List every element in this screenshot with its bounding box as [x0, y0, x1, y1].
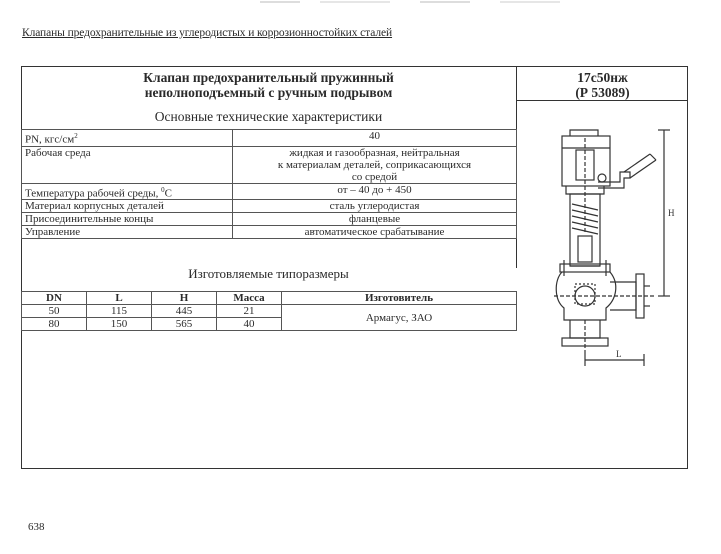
table-row	[22, 213, 517, 226]
sizes-table	[21, 291, 517, 331]
column-header: DN	[22, 292, 87, 305]
table-header-row	[22, 292, 517, 305]
spec-label: Управление	[22, 226, 233, 239]
table-row	[22, 146, 517, 183]
product-title	[21, 70, 516, 100]
valve-drawing	[540, 124, 690, 369]
page-number: 638	[28, 521, 45, 533]
cell-l: 150	[87, 318, 152, 331]
spec-label: Присоединительные концы	[22, 213, 233, 226]
column-header: Изготовитель	[282, 292, 517, 305]
cell-l: 115	[87, 305, 152, 318]
column-header: L	[87, 292, 152, 305]
cell-mass: 21	[217, 305, 282, 318]
spec-value: автоматическое срабатывание	[233, 226, 517, 239]
spec-value: 40	[233, 130, 517, 147]
spec-label: Рабочая среда	[22, 146, 233, 183]
spec-value: сталь углеродистая	[233, 200, 517, 213]
cell-mass: 40	[217, 318, 282, 331]
table-row	[22, 183, 517, 200]
table-row	[22, 305, 517, 318]
spec-value: жидкая и газообразная, нейтральная к материалам деталей, соприкасающихся со средой	[233, 146, 517, 183]
dimension-h-label: H	[668, 208, 675, 218]
cell-h: 445	[152, 305, 217, 318]
product-title-line2: неполноподъемный с ручным подрывом	[144, 85, 393, 100]
spec-value: от – 40 до + 450	[233, 183, 517, 200]
spec-value: фланцевые	[233, 213, 517, 226]
table-row	[22, 200, 517, 213]
table-row	[22, 130, 517, 147]
cell-manufacturer: Армагус, ЗАО	[282, 305, 517, 331]
code-divider	[516, 100, 688, 101]
spec-label: Температура рабочей среды, $^0$С	[22, 183, 233, 200]
spec-label: Материал корпусных деталей	[22, 200, 233, 213]
cell-dn: 50	[22, 305, 87, 318]
scan-artifact	[260, 0, 560, 6]
product-code	[517, 70, 688, 100]
table-row	[22, 226, 517, 239]
product-title-line1: Клапан предохранительный пружинный	[143, 70, 394, 85]
cell-dn: 80	[22, 318, 87, 331]
column-header: Масса	[217, 292, 282, 305]
specs-heading: Основные технические характеристики	[154, 109, 383, 124]
spec-label: PN, кгс/$см^2$	[22, 130, 233, 147]
section-title: Клапаны предохранительные из углеродистых и коррозионностойких сталей	[22, 27, 393, 39]
specs-table	[21, 129, 517, 239]
sizes-heading: Изготовляемые типоразмеры	[188, 266, 349, 281]
dimension-l-label: L	[616, 349, 622, 359]
product-code-standard: (Р 53089)	[575, 85, 630, 100]
cell-h: 565	[152, 318, 217, 331]
column-header: H	[152, 292, 217, 305]
product-code-main: 17с50нж	[577, 70, 628, 85]
